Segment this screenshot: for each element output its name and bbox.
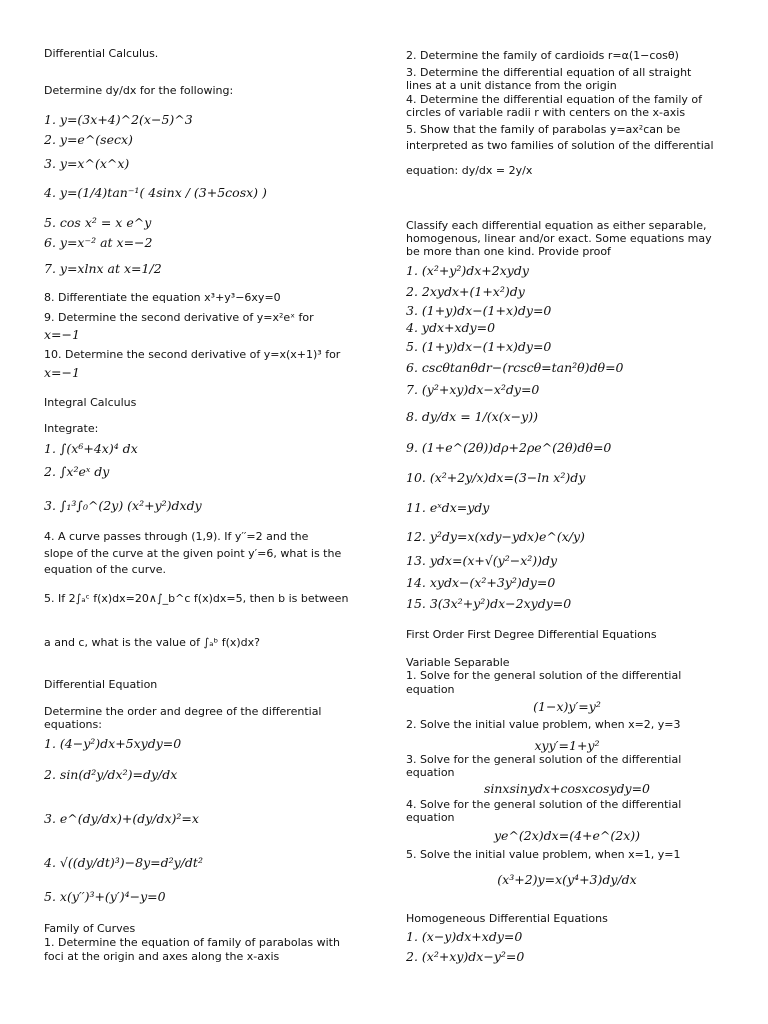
problem-item: 2. y=e^(secx) xyxy=(44,132,133,147)
problem-item-continued: equation xyxy=(406,683,455,696)
problem-item: 3. y=x^(x^x) xyxy=(44,156,130,171)
problem-item: 1. (x²+y²)dx+2xydy xyxy=(406,263,529,278)
problem-item: 2. 2xydx+(1+x²)dy xyxy=(406,284,525,299)
problem-item: 5. If 2∫ₐᶜ f(x)dx=20∧∫_b^c f(x)dx=5, then b is between xyxy=(44,592,349,605)
problem-item: 10. (x²+2y/x)dx=(3−ln x²)dy xyxy=(406,470,586,485)
instruction-text: Integrate: xyxy=(44,422,99,435)
problem-item: 6. y=x⁻² at x=−2 xyxy=(44,235,153,250)
equation-display: (x³+2)y=x(y⁴+3)dy/dx xyxy=(497,872,637,887)
problem-item: 1. Solve for the general solution of the differential xyxy=(406,669,682,682)
problem-item: 5. Solve the initial value problem, when x=1, y=1 xyxy=(406,848,681,861)
problem-item: 4. Solve for the general solution of the differential xyxy=(406,798,682,811)
problem-item: 7. y=xlnx at x=1/2 xyxy=(44,261,162,276)
problem-item: 1. (x−y)dx+xdy=0 xyxy=(406,929,523,944)
instruction-text: be more than one kind. Provide proof xyxy=(406,245,611,258)
problem-item: 4. Determine the differential equation of the family of xyxy=(406,93,702,106)
equation-display: sinxsinydx+cosxcosydy=0 xyxy=(483,781,651,796)
section-title-integral-calculus: Integral Calculus xyxy=(44,396,137,409)
equation-display: xyy′=1+y² xyxy=(534,738,600,753)
equation-display: ye^(2x)dx=(4+e^(2x)) xyxy=(493,828,641,843)
problem-item-continued: x=−1 xyxy=(44,365,80,380)
equation-display: (1−x)y′=y² xyxy=(533,699,601,714)
problem-item: 3. Determine the differential equation of all straight xyxy=(406,66,692,79)
problem-item-continued: equation xyxy=(406,811,455,824)
problem-item: 4. A curve passes through (1,9). If y′′=2 and the xyxy=(44,530,309,543)
problem-item-continued: a and c, what is the value of ∫ₐᵇ f(x)dx? xyxy=(44,636,261,649)
problem-item: 2. ∫x²eˣ dy xyxy=(44,464,110,479)
instruction-text: equations: xyxy=(44,718,102,731)
problem-item-continued: equation: dy/dx = 2y/x xyxy=(406,164,533,177)
problem-item: 3. (1+y)dx−(1+x)dy=0 xyxy=(406,303,552,318)
problem-item: 2. Determine the family of cardioids r=α(1−cosθ) xyxy=(406,49,679,62)
section-title-differential-equation: Differential Equation xyxy=(44,678,158,691)
instruction-text: Determine dy/dx for the following: xyxy=(44,84,234,97)
problem-item-continued: lines at a unit distance from the origin xyxy=(406,79,617,92)
problem-item: 15. 3(3x²+y²)dx−2xydy=0 xyxy=(406,596,572,611)
problem-item: 3. e^(dy/dx)+(dy/dx)²=x xyxy=(44,811,199,826)
problem-item: 2. sin(d²y/dx²)=dy/dx xyxy=(44,767,178,782)
problem-item-continued: circles of variable radii r with centers on the x-axis xyxy=(406,106,686,119)
problem-item: 5. (1+y)dx−(1+x)dy=0 xyxy=(406,339,552,354)
problem-item: 6. cscθtanθdr−(rcscθ=tan²θ)dθ=0 xyxy=(406,360,624,375)
instruction-text: Classify each differential equation as either separable, xyxy=(406,219,707,232)
problem-item: 13. ydx=(x+√(y²−x²))dy xyxy=(406,553,558,568)
section-title-differential-calculus: Differential Calculus. xyxy=(44,47,159,60)
section-title-family-of-curves: Family of Curves xyxy=(44,922,136,935)
problem-item: 4. ydx+xdy=0 xyxy=(406,320,496,335)
section-title-homogeneous: Homogeneous Differential Equations xyxy=(406,912,608,925)
problem-item: 2. (x²+xy)dx−y²=0 xyxy=(406,949,525,964)
problem-item: 8. Differentiate the equation x³+y³−6xy=0 xyxy=(44,291,281,304)
subsection-title-variable-separable: Variable Separable xyxy=(406,656,510,669)
problem-item: 1. y=(3x+4)^2(x−5)^3 xyxy=(44,112,193,127)
problem-item: 4. y=(1/4)tan⁻¹( 4sinx / (3+5cosx) ) xyxy=(44,185,267,200)
problem-item: 11. eˣdx=ydy xyxy=(406,500,490,515)
problem-item: 1. ∫(x⁶+4x)⁴ dx xyxy=(44,441,138,456)
problem-item-continued: equation xyxy=(406,766,455,779)
problem-item: 2. Solve the initial value problem, when x=2, y=3 xyxy=(406,718,681,731)
problem-item: 3. ∫₁³∫₀^(2y) (x²+y²)dxdy xyxy=(44,498,202,513)
problem-item: 7. (y²+xy)dx−x²dy=0 xyxy=(406,382,540,397)
problem-item: 8. dy/dx = 1/(x(x−y)) xyxy=(406,409,538,424)
problem-item: 5. Show that the family of parabolas y=ax²can be xyxy=(406,123,681,136)
problem-item: 4. √((dy/dt)³)−8y=d²y/dt² xyxy=(44,855,203,870)
problem-item: 10. Determine the second derivative of y=x(x+1)³ for xyxy=(44,348,341,361)
problem-item: 12. y²dy=x(xdy−ydx)e^(x/y) xyxy=(406,529,585,544)
problem-item: 1. Determine the equation of family of parabolas with xyxy=(44,936,340,949)
problem-item: 9. Determine the second derivative of y=x²eˣ for xyxy=(44,311,314,324)
problem-item-continued: interpreted as two families of solution of the differential xyxy=(406,139,714,152)
problem-item: 1. (4−y²)dx+5xydy=0 xyxy=(44,736,182,751)
instruction-text: Determine the order and degree of the differential xyxy=(44,705,322,718)
problem-item-continued: slope of the curve at the given point y′=6, what is the xyxy=(44,547,342,560)
problem-item: 9. (1+e^(2θ))dρ+2ρe^(2θ)dθ=0 xyxy=(406,440,612,455)
problem-item-continued: equation of the curve. xyxy=(44,563,166,576)
problem-item: 5. x(y′′)³+(y′)⁴−y=0 xyxy=(44,889,166,904)
problem-item-continued: foci at the origin and axes along the x-axis xyxy=(44,950,280,963)
problem-item-continued: x=−1 xyxy=(44,327,80,342)
instruction-text: homogenous, linear and/or exact. Some equations may xyxy=(406,232,712,245)
problem-item: 3. Solve for the general solution of the differential xyxy=(406,753,682,766)
problem-item: 14. xydx−(x²+3y²)dy=0 xyxy=(406,575,556,590)
section-title-first-order: First Order First Degree Differential Equations xyxy=(406,628,657,641)
problem-item: 5. cos x² = x e^y xyxy=(44,215,152,230)
